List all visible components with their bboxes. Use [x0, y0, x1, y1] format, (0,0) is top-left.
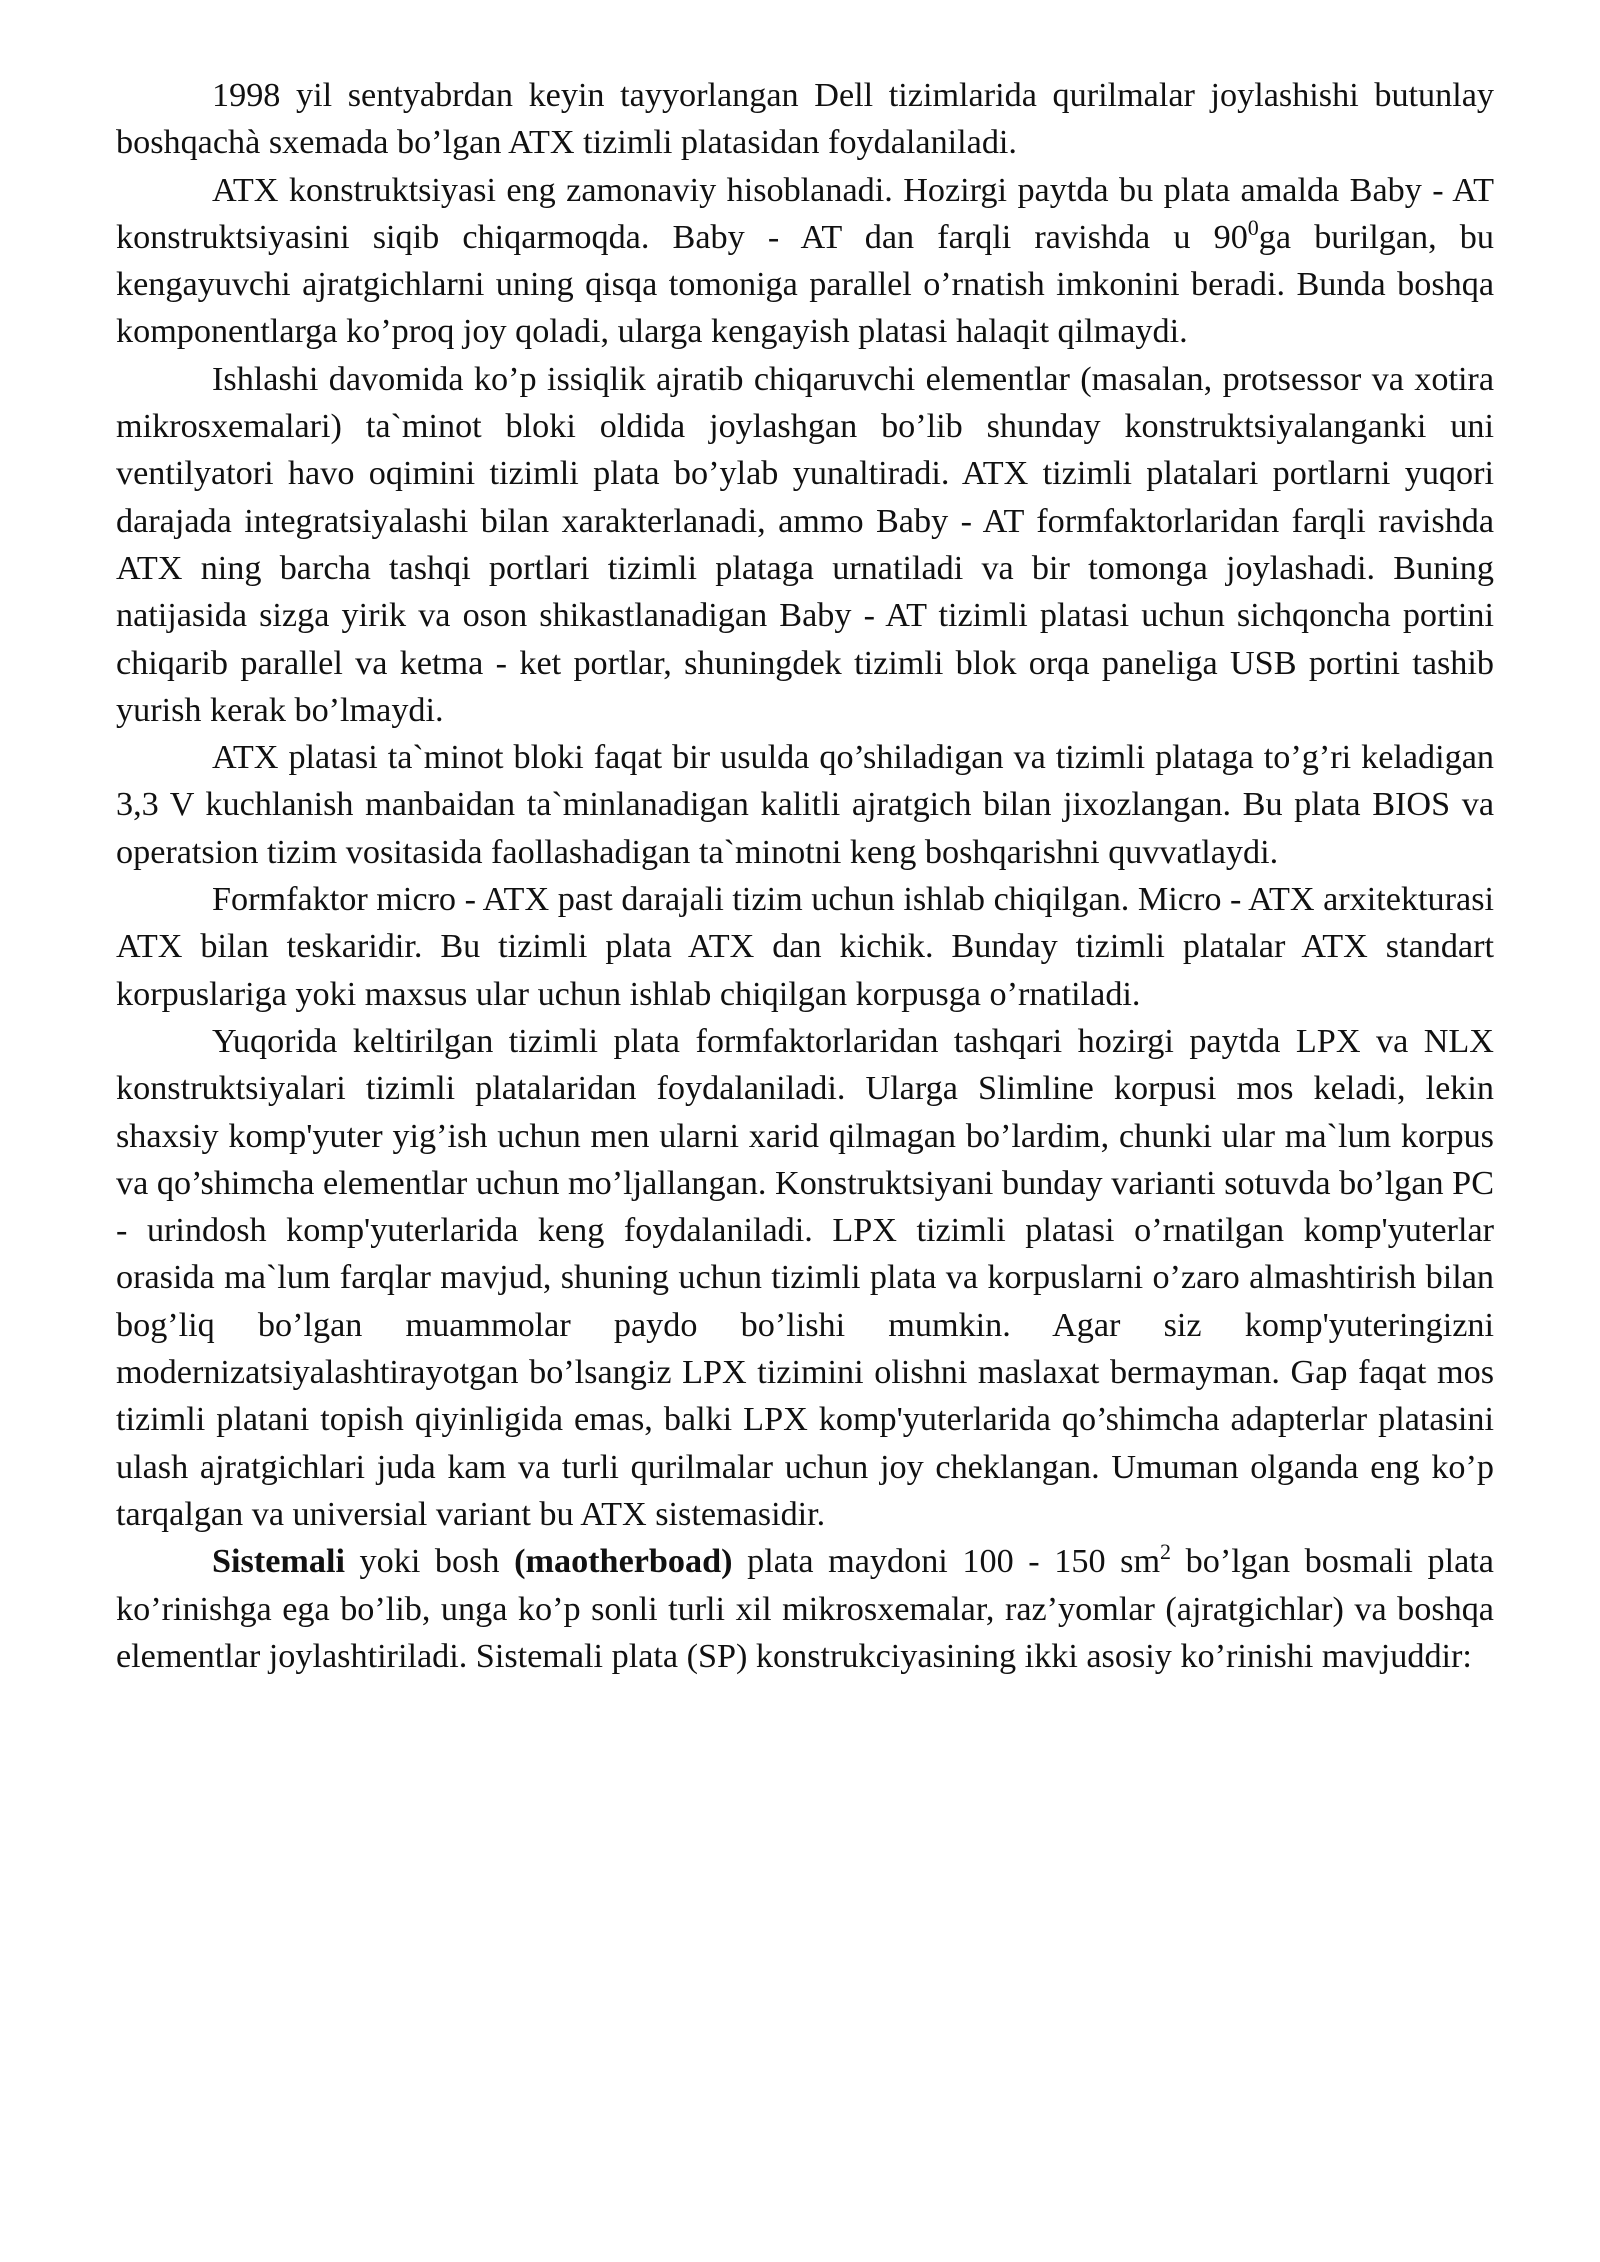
paragraph-heat-elements: Ishlashi davomida ko’p issiqlik ajratib chiqaruvchi elementlar (masalan, protsessor va xotira mikrosxemalari) ta`minot bloki oldida joylashgan bo’lib shunday konstruktsiyalanganki uni ventilyatori havo oqimini tizimli plata bo’ylab yunaltiradi. ATX tizimli platalari portlarni yuqori darajada integratsiyalashi bilan xarakterlanadi, ammo Baby - AT formfaktorlaridan farqli ravishda ATX ning barcha tashqi portlari tizimli plataga urnatiladi va bir tomonga joylashadi. Buning natijasida sizga yirik va oson shikastlanadigan Baby - AT tizimli platasi uchun sichqoncha portini chiqarib parallel va ketma - ket portlar, shuningdek tizimli blok orqa paneliga USB portini tashib yurish kerak bo’lmaydi. [116, 360, 1494, 729]
paragraph-lpx-nlx: Yuqorida keltirilgan tizimli plata formfaktorlaridan tashqari hozirgi paytda LPX va NLX konstruktsiyalari tizimli platalaridan foydalaniladi. Ularga Slimline korpusi mos keladi, lekin shaxsiy komp'yuter yig’ish uchun men ularni xarid qilmagan bo’lardim, chunki ular ma`lum korpus va qo’shimcha elementlar uchun mo’ljallangan. Konstruktsiyani bunday varianti sotuvda bo’lgan PC - urindosh komp'yuterlarida keng foydalaniladi. LPX tizimli platasi o’rnatilgan komp'yuterlar orasida ma`lum farqlar mavjud, shuning uchun tizimli plata va korpuslarni o’zaro almashtirish bilan bog’liq bo’lgan muammolar paydo bo’lishi mumkin. Agar siz komp'yuteringizni modernizatsiyalashtirayotgan bo’lsangiz LPX tizimini olishni maslaxat bermayman. Gap faqat mos tizimli platani topish qiyinligida emas, balki LPX komp'yuterlarida qo’shimcha adapterlar platasini ulash ajratgichlari juda kam va turli qurilmalar uchun joy cheklangan. Umuman olganda eng ko’p tarqalgan va universial variant bu ATX sistemasidir. [116, 1022, 1494, 1533]
paragraph-micro-atx: Formfaktor micro - ATX past darajali tizim uchun ishlab chiqilgan. Micro - ATX arxitekturasi ATX bilan teskaridir. Bu tizimli plata ATX dan kichik. Bunday tizimli platalar ATX standart korpuslariga yoki maxsus ular uchun ishlab chiqilgan korpusga o’rnatiladi. [116, 881, 1494, 1013]
paragraph-atx-power: ATX platasi ta`minot bloki faqat bir usulda qo’shiladigan va tizimli plataga to’g’ri keladigan 3,3 V kuchlanish manbaidan ta`minlanadigan kalitli ajratgich bilan jixozlangan. Bu plata BIOS va operatsion tizim vositasida faollashadigan ta`minotni keng boshqarishni quvvatlaydi. [116, 739, 1494, 871]
text-run: yoki bosh [344, 1543, 515, 1581]
text-run: ga burilgan, bu kengayuvchi ajratgichlarni uning qisqa tomoniga parallel o’rnatish imkonini beradi. Bunda boshqa komponentlarga ko’proq joy qoladi, ularga kengayish platasi halaqit qilmaydi. [116, 218, 1494, 351]
superscript-degree: 0 [1247, 214, 1259, 240]
bold-term-sistemali: Sistemali [212, 1543, 345, 1581]
text-run: bo’lgan bosmali plata ko’rinishga ega bo’lib, unga ko’p sonli turli xil mikrosxemalar, raz’yomlar (ajratgichlar) va boshqa elementlar joylashtiriladi. Sistemali plata (SP) konstrukciyasining ikki asosiy ko’rinishi mavjuddir: [116, 1543, 1494, 1675]
paragraph-atx-construction [116, 167, 1494, 356]
paragraph-dell-atx: 1998 yil sentyabrdan keyin tayyorlangan Dell tizimlarida qurilmalar joylashishi butunlay boshqachà sxemada bo’lgan ATX tizimli platasidan foydalaniladi. [116, 77, 1494, 162]
text-run: ATX konstruktsiyasi eng zamonaviy hisoblanadi. Hozirgi paytda bu plata amalda Baby - AT konstruktsiyasini siqib chiqarmoqda. Baby - AT dan farqli ravishda u 90 [116, 171, 1494, 256]
bold-term-motherboard: (maotherboad) [514, 1543, 733, 1581]
paragraph-motherboard [116, 1538, 1494, 1680]
document-page [116, 72, 1494, 1680]
superscript-square: 2 [1160, 1539, 1172, 1565]
text-run: plata maydoni 100 - 150 sm [732, 1543, 1161, 1581]
